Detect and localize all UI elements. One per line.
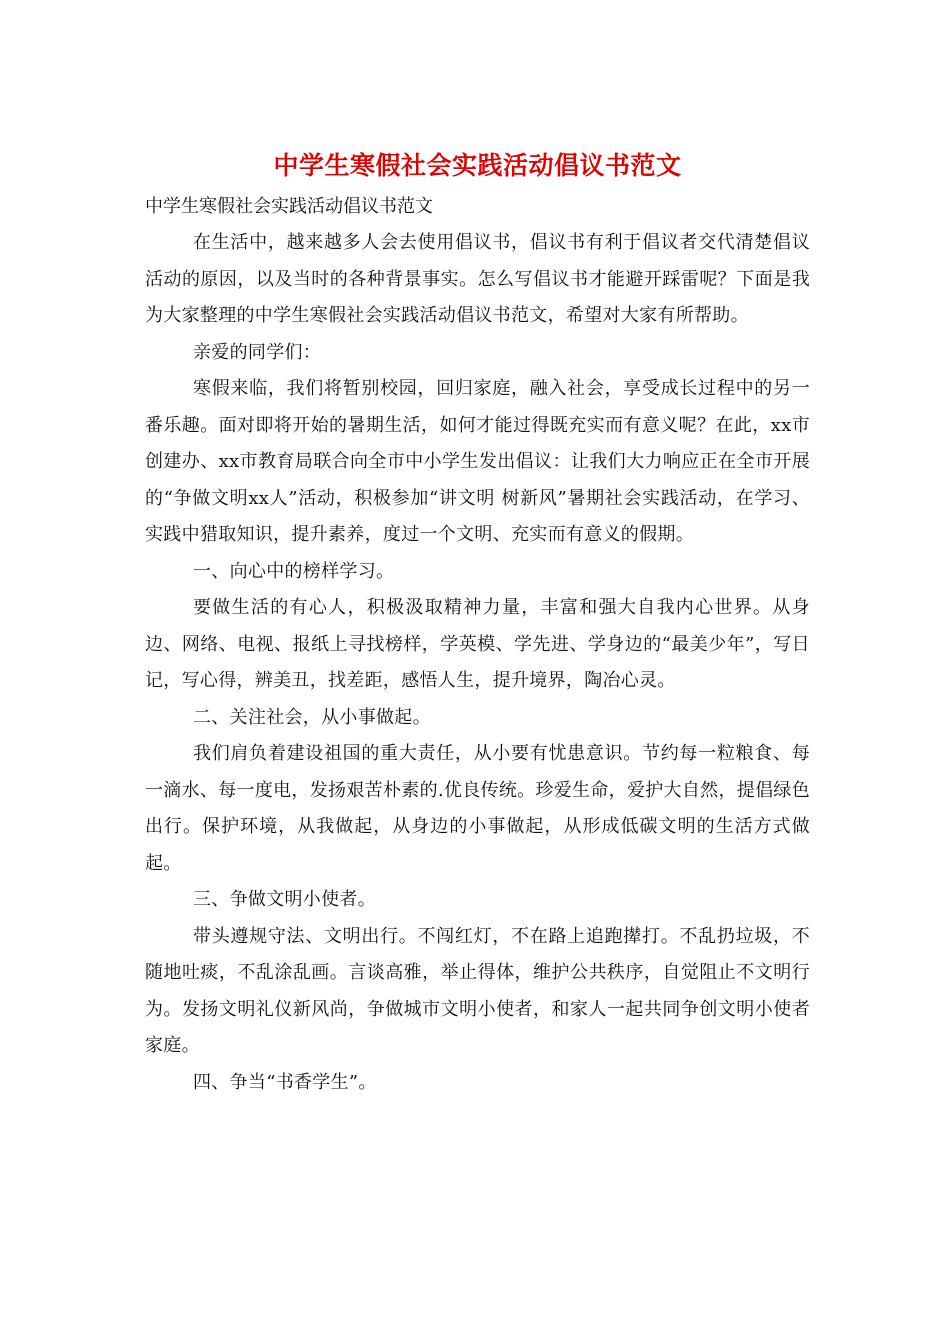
intro-paragraph: 在生活中，越来越多人会去使用倡议书，倡议书有利于倡议者交代清楚倡议活动的原因，以及当时的各种背景事实。怎么写倡议书才能避开踩雷呢？下面是我为大家整理的中学生寒假社会实践活动倡议书范文，希望对大家有所帮助。	[145, 232, 810, 326]
body-paragraph-4: 带头遵规守法、文明出行。不闯红灯，不在路上追跑撵打。不乱扔垃圾，不随地吐痰，不乱涂乱画。言谈高雅，举止得体，维护公共秩序，自觉阻止不文明行为。发扬文明礼仪新风尚，争做城市文明小使者，和家人一起共同争创文明小使者家庭。	[145, 925, 810, 1056]
section-heading-3: 三、争做文明小使者。	[193, 889, 376, 910]
salutation: 亲爱的同学们：	[193, 341, 322, 363]
section-heading-2: 二、关注社会，从小事做起。	[193, 706, 431, 728]
document-title: 中学生寒假社会实践活动倡议书范文	[273, 151, 682, 180]
document-page	[145, 148, 810, 1101]
document-subtitle: 中学生寒假社会实践活动倡议书范文	[145, 196, 433, 217]
section-heading-1: 一、向心中的榜样学习。	[193, 560, 395, 582]
body-paragraph-2: 要做生活的有心人，积极汲取精神力量，丰富和强大自我内心世界。从身边、网络、电视、报纸上寻找榜样，学英模、学先进、学身边的“最美少年”，写日记，写心得，辨美丑，找差距，感悟人生，提升境界，陶冶心灵。	[145, 597, 810, 691]
section-heading-4: 四、争当“书香学生”。	[193, 1071, 377, 1093]
body-paragraph-3: 我们肩负着建设祖国的重大责任，从小要有忧患意识。节约每一粒粮食、每一滴水、每一度电，发扬艰苦朴素的.优良传统。珍爱生命，爱护大自然，提倡绿色出行。保护环境，从我做起，从身边的小事做起，从形成低碳文明的生活方式做起。	[145, 743, 810, 874]
body-paragraph-1: 寒假来临，我们将暂别校园，回归家庭，融入社会，享受成长过程中的另一番乐趣。面对即将开始的暑期生活，如何才能过得既充实而有意义呢？在此，xx市创建办、xx市教育局联合向全市中小学生发出倡议：让我们大力响应正在全市开展的“争做文明xx人”活动，积极参加“讲文明 树新风”暑期社会实践活动，在学习、实践中猎取知识，提升素养，度过一个文明、充实而有意义的假期。	[145, 378, 810, 545]
